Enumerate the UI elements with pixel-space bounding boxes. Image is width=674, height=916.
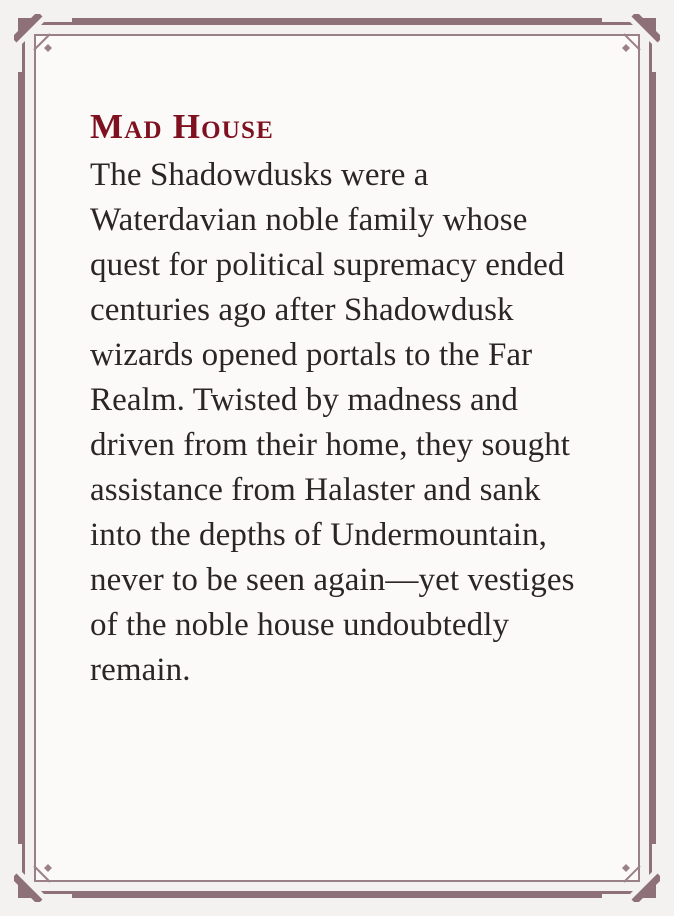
corner-ornament-icon-bottom-left (14, 844, 72, 902)
corner-ornament-icon-top-left (14, 14, 72, 72)
card-body-text: The Shadowdusks were a Waterdavian noble family whose quest for political supremacy ended centuries ago after Shadowdusk wizards opened portals to the Far Realm. Twisted by madness and driven from their home, they sought assistance from Halaster and sank into the depths of Undermountain, never to be seen again—yet vestiges of the noble house undoubtedly remain. (90, 156, 575, 688)
corner-ornament-icon-top-right (602, 14, 660, 72)
corner-ornament-icon-bottom-right (602, 844, 660, 902)
page-title: Mad House (90, 107, 274, 146)
card-content (90, 108, 590, 693)
